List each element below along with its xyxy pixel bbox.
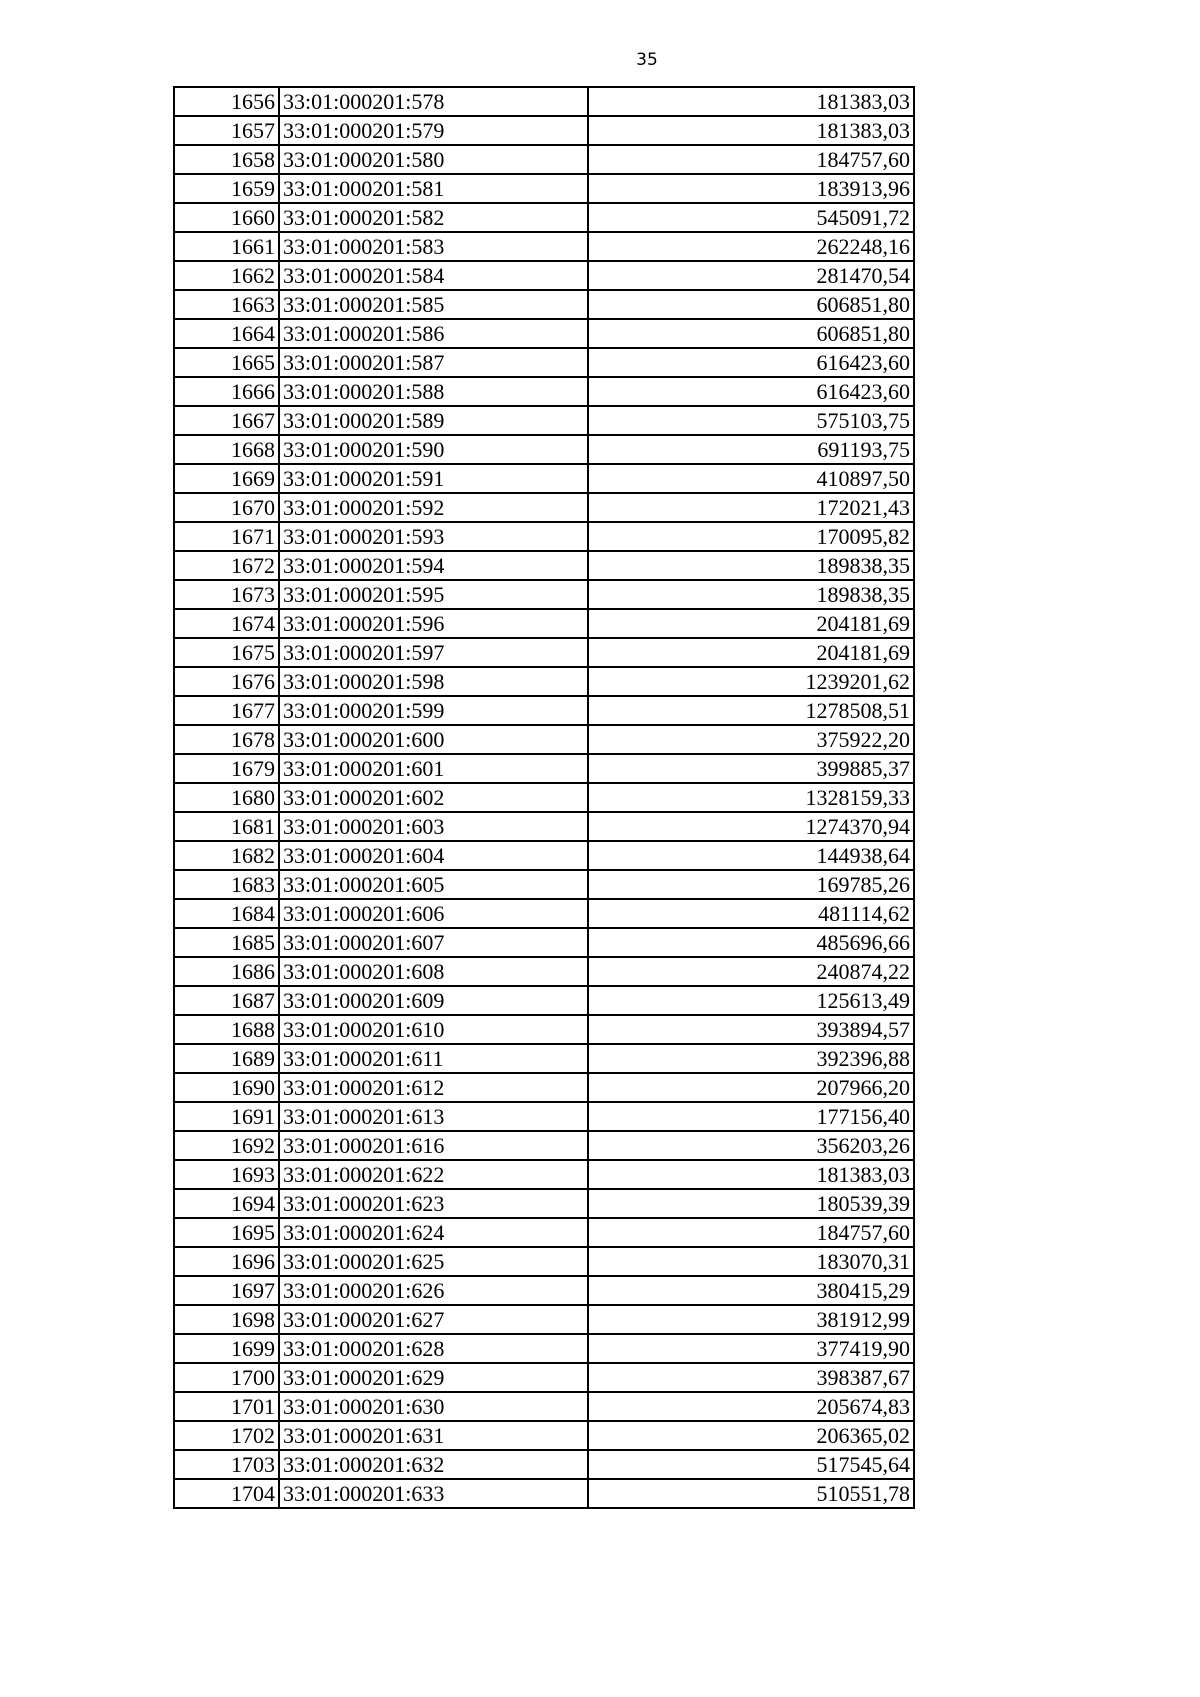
value-cell: 144938,64 [588,841,914,870]
table-row [174,145,914,174]
table-row [174,464,914,493]
value-cell: 545091,72 [588,203,914,232]
table-row [174,580,914,609]
value-cell: 207966,20 [588,1073,914,1102]
value-cell: 399885,37 [588,754,914,783]
row-number-cell: 1664 [174,319,279,348]
row-number-cell: 1661 [174,232,279,261]
value-cell: 205674,83 [588,1392,914,1421]
row-number-cell: 1697 [174,1276,279,1305]
table-row [174,899,914,928]
row-number-cell: 1686 [174,957,279,986]
row-number-cell: 1683 [174,870,279,899]
table-row [174,348,914,377]
row-number-cell: 1694 [174,1189,279,1218]
table-row [174,290,914,319]
cadastral-number-cell: 33:01:000201:588 [279,377,588,406]
row-number-cell: 1669 [174,464,279,493]
cadastral-number-cell: 33:01:000201:631 [279,1421,588,1450]
row-number-cell: 1696 [174,1247,279,1276]
table-row [174,1305,914,1334]
cadastral-number-cell: 33:01:000201:616 [279,1131,588,1160]
row-number-cell: 1671 [174,522,279,551]
table-row [174,1363,914,1392]
row-number-cell: 1658 [174,145,279,174]
value-cell: 181383,03 [588,1160,914,1189]
row-number-cell: 1698 [174,1305,279,1334]
row-number-cell: 1657 [174,116,279,145]
value-cell: 180539,39 [588,1189,914,1218]
value-cell: 181383,03 [588,87,914,116]
value-cell: 125613,49 [588,986,914,1015]
table-row [174,377,914,406]
row-number-cell: 1674 [174,609,279,638]
table-row [174,928,914,957]
value-cell: 184757,60 [588,145,914,174]
cadastral-number-cell: 33:01:000201:586 [279,319,588,348]
value-cell: 393894,57 [588,1015,914,1044]
cadastral-number-cell: 33:01:000201:601 [279,754,588,783]
cadastral-number-cell: 33:01:000201:611 [279,1044,588,1073]
table-row [174,435,914,464]
table-row [174,1421,914,1450]
row-number-cell: 1662 [174,261,279,290]
value-cell: 183913,96 [588,174,914,203]
cadastral-number-cell: 33:01:000201:596 [279,609,588,638]
row-number-cell: 1678 [174,725,279,754]
table-row [174,203,914,232]
table-row [174,1073,914,1102]
row-number-cell: 1670 [174,493,279,522]
cadastral-number-cell: 33:01:000201:633 [279,1479,588,1508]
table-row [174,638,914,667]
data-table [173,86,915,1509]
row-number-cell: 1677 [174,696,279,725]
value-cell: 377419,90 [588,1334,914,1363]
value-cell: 356203,26 [588,1131,914,1160]
cadastral-number-cell: 33:01:000201:581 [279,174,588,203]
value-cell: 262248,16 [588,232,914,261]
row-number-cell: 1693 [174,1160,279,1189]
value-cell: 575103,75 [588,406,914,435]
cadastral-number-cell: 33:01:000201:629 [279,1363,588,1392]
value-cell: 204181,69 [588,609,914,638]
cadastral-number-cell: 33:01:000201:605 [279,870,588,899]
value-cell: 517545,64 [588,1450,914,1479]
value-cell: 392396,88 [588,1044,914,1073]
value-cell: 375922,20 [588,725,914,754]
value-cell: 189838,35 [588,551,914,580]
cadastral-number-cell: 33:01:000201:606 [279,899,588,928]
row-number-cell: 1699 [174,1334,279,1363]
table-row [174,551,914,580]
table-row [174,1131,914,1160]
value-cell: 172021,43 [588,493,914,522]
cadastral-number-cell: 33:01:000201:580 [279,145,588,174]
row-number-cell: 1700 [174,1363,279,1392]
value-cell: 184757,60 [588,1218,914,1247]
cadastral-number-cell: 33:01:000201:579 [279,116,588,145]
value-cell: 381912,99 [588,1305,914,1334]
value-cell: 1278508,51 [588,696,914,725]
table-row [174,1160,914,1189]
row-number-cell: 1687 [174,986,279,1015]
row-number-cell: 1702 [174,1421,279,1450]
value-cell: 1274370,94 [588,812,914,841]
cadastral-number-cell: 33:01:000201:592 [279,493,588,522]
table-row [174,1247,914,1276]
row-number-cell: 1656 [174,87,279,116]
table-row [174,696,914,725]
row-number-cell: 1660 [174,203,279,232]
table-row [174,319,914,348]
value-cell: 606851,80 [588,290,914,319]
row-number-cell: 1701 [174,1392,279,1421]
cadastral-number-cell: 33:01:000201:593 [279,522,588,551]
row-number-cell: 1682 [174,841,279,870]
cadastral-number-cell: 33:01:000201:603 [279,812,588,841]
cadastral-number-cell: 33:01:000201:590 [279,435,588,464]
table-row [174,1102,914,1131]
row-number-cell: 1663 [174,290,279,319]
table-row [174,1218,914,1247]
row-number-cell: 1679 [174,754,279,783]
value-cell: 240874,22 [588,957,914,986]
value-cell: 1239201,62 [588,667,914,696]
row-number-cell: 1684 [174,899,279,928]
table-row [174,986,914,1015]
cadastral-number-cell: 33:01:000201:598 [279,667,588,696]
table-row [174,522,914,551]
table-row [174,870,914,899]
row-number-cell: 1673 [174,580,279,609]
cadastral-number-cell: 33:01:000201:627 [279,1305,588,1334]
value-cell: 485696,66 [588,928,914,957]
cadastral-number-cell: 33:01:000201:626 [279,1276,588,1305]
table-row [174,754,914,783]
cadastral-number-cell: 33:01:000201:597 [279,638,588,667]
row-number-cell: 1685 [174,928,279,957]
row-number-cell: 1675 [174,638,279,667]
row-number-cell: 1659 [174,174,279,203]
table-row [174,1044,914,1073]
value-cell: 481114,62 [588,899,914,928]
value-cell: 398387,67 [588,1363,914,1392]
value-cell: 281470,54 [588,261,914,290]
row-number-cell: 1692 [174,1131,279,1160]
table-row [174,667,914,696]
table-row [174,1015,914,1044]
table-row [174,725,914,754]
row-number-cell: 1690 [174,1073,279,1102]
table-row [174,609,914,638]
value-cell: 616423,60 [588,377,914,406]
table-row [174,1189,914,1218]
row-number-cell: 1665 [174,348,279,377]
cadastral-number-cell: 33:01:000201:602 [279,783,588,812]
cadastral-number-cell: 33:01:000201:622 [279,1160,588,1189]
cadastral-number-cell: 33:01:000201:584 [279,261,588,290]
table-row [174,812,914,841]
table-body [174,87,914,1508]
cadastral-number-cell: 33:01:000201:589 [279,406,588,435]
row-number-cell: 1704 [174,1479,279,1508]
cadastral-number-cell: 33:01:000201:607 [279,928,588,957]
cadastral-number-cell: 33:01:000201:591 [279,464,588,493]
value-cell: 206365,02 [588,1421,914,1450]
cadastral-number-cell: 33:01:000201:612 [279,1073,588,1102]
row-number-cell: 1672 [174,551,279,580]
row-number-cell: 1681 [174,812,279,841]
cadastral-number-cell: 33:01:000201:599 [279,696,588,725]
table-row [174,841,914,870]
value-cell: 510551,78 [588,1479,914,1508]
cadastral-number-cell: 33:01:000201:610 [279,1015,588,1044]
value-cell: 183070,31 [588,1247,914,1276]
table-row [174,1276,914,1305]
cadastral-number-cell: 33:01:000201:600 [279,725,588,754]
value-cell: 189838,35 [588,580,914,609]
row-number-cell: 1680 [174,783,279,812]
row-number-cell: 1676 [174,667,279,696]
table-row [174,87,914,116]
row-number-cell: 1667 [174,406,279,435]
cadastral-number-cell: 33:01:000201:632 [279,1450,588,1479]
row-number-cell: 1668 [174,435,279,464]
row-number-cell: 1695 [174,1218,279,1247]
row-number-cell: 1703 [174,1450,279,1479]
cadastral-number-cell: 33:01:000201:582 [279,203,588,232]
table-row [174,957,914,986]
value-cell: 691193,75 [588,435,914,464]
cadastral-number-cell: 33:01:000201:595 [279,580,588,609]
value-cell: 177156,40 [588,1102,914,1131]
table-row [174,116,914,145]
cadastral-number-cell: 33:01:000201:613 [279,1102,588,1131]
value-cell: 204181,69 [588,638,914,667]
cadastral-number-cell: 33:01:000201:594 [279,551,588,580]
table-row [174,1450,914,1479]
value-cell: 606851,80 [588,319,914,348]
cadastral-number-cell: 33:01:000201:608 [279,957,588,986]
table-row [174,493,914,522]
cadastral-number-cell: 33:01:000201:578 [279,87,588,116]
cadastral-number-cell: 33:01:000201:630 [279,1392,588,1421]
value-cell: 380415,29 [588,1276,914,1305]
cadastral-number-cell: 33:01:000201:583 [279,232,588,261]
row-number-cell: 1689 [174,1044,279,1073]
value-cell: 170095,82 [588,522,914,551]
cadastral-number-cell: 33:01:000201:625 [279,1247,588,1276]
value-cell: 616423,60 [588,348,914,377]
table-row [174,1479,914,1508]
table-row [174,1392,914,1421]
table-row [174,232,914,261]
cadastral-number-cell: 33:01:000201:609 [279,986,588,1015]
value-cell: 1328159,33 [588,783,914,812]
row-number-cell: 1691 [174,1102,279,1131]
table-row [174,783,914,812]
value-cell: 410897,50 [588,464,914,493]
table-row [174,406,914,435]
cadastral-number-cell: 33:01:000201:587 [279,348,588,377]
page-number: 35 [636,50,658,70]
table-row [174,1334,914,1363]
row-number-cell: 1666 [174,377,279,406]
value-cell: 169785,26 [588,870,914,899]
cadastral-number-cell: 33:01:000201:623 [279,1189,588,1218]
value-cell: 181383,03 [588,116,914,145]
cadastral-number-cell: 33:01:000201:628 [279,1334,588,1363]
cadastral-number-cell: 33:01:000201:604 [279,841,588,870]
cadastral-number-cell: 33:01:000201:624 [279,1218,588,1247]
table-row [174,174,914,203]
cadastral-number-cell: 33:01:000201:585 [279,290,588,319]
row-number-cell: 1688 [174,1015,279,1044]
table-row [174,261,914,290]
